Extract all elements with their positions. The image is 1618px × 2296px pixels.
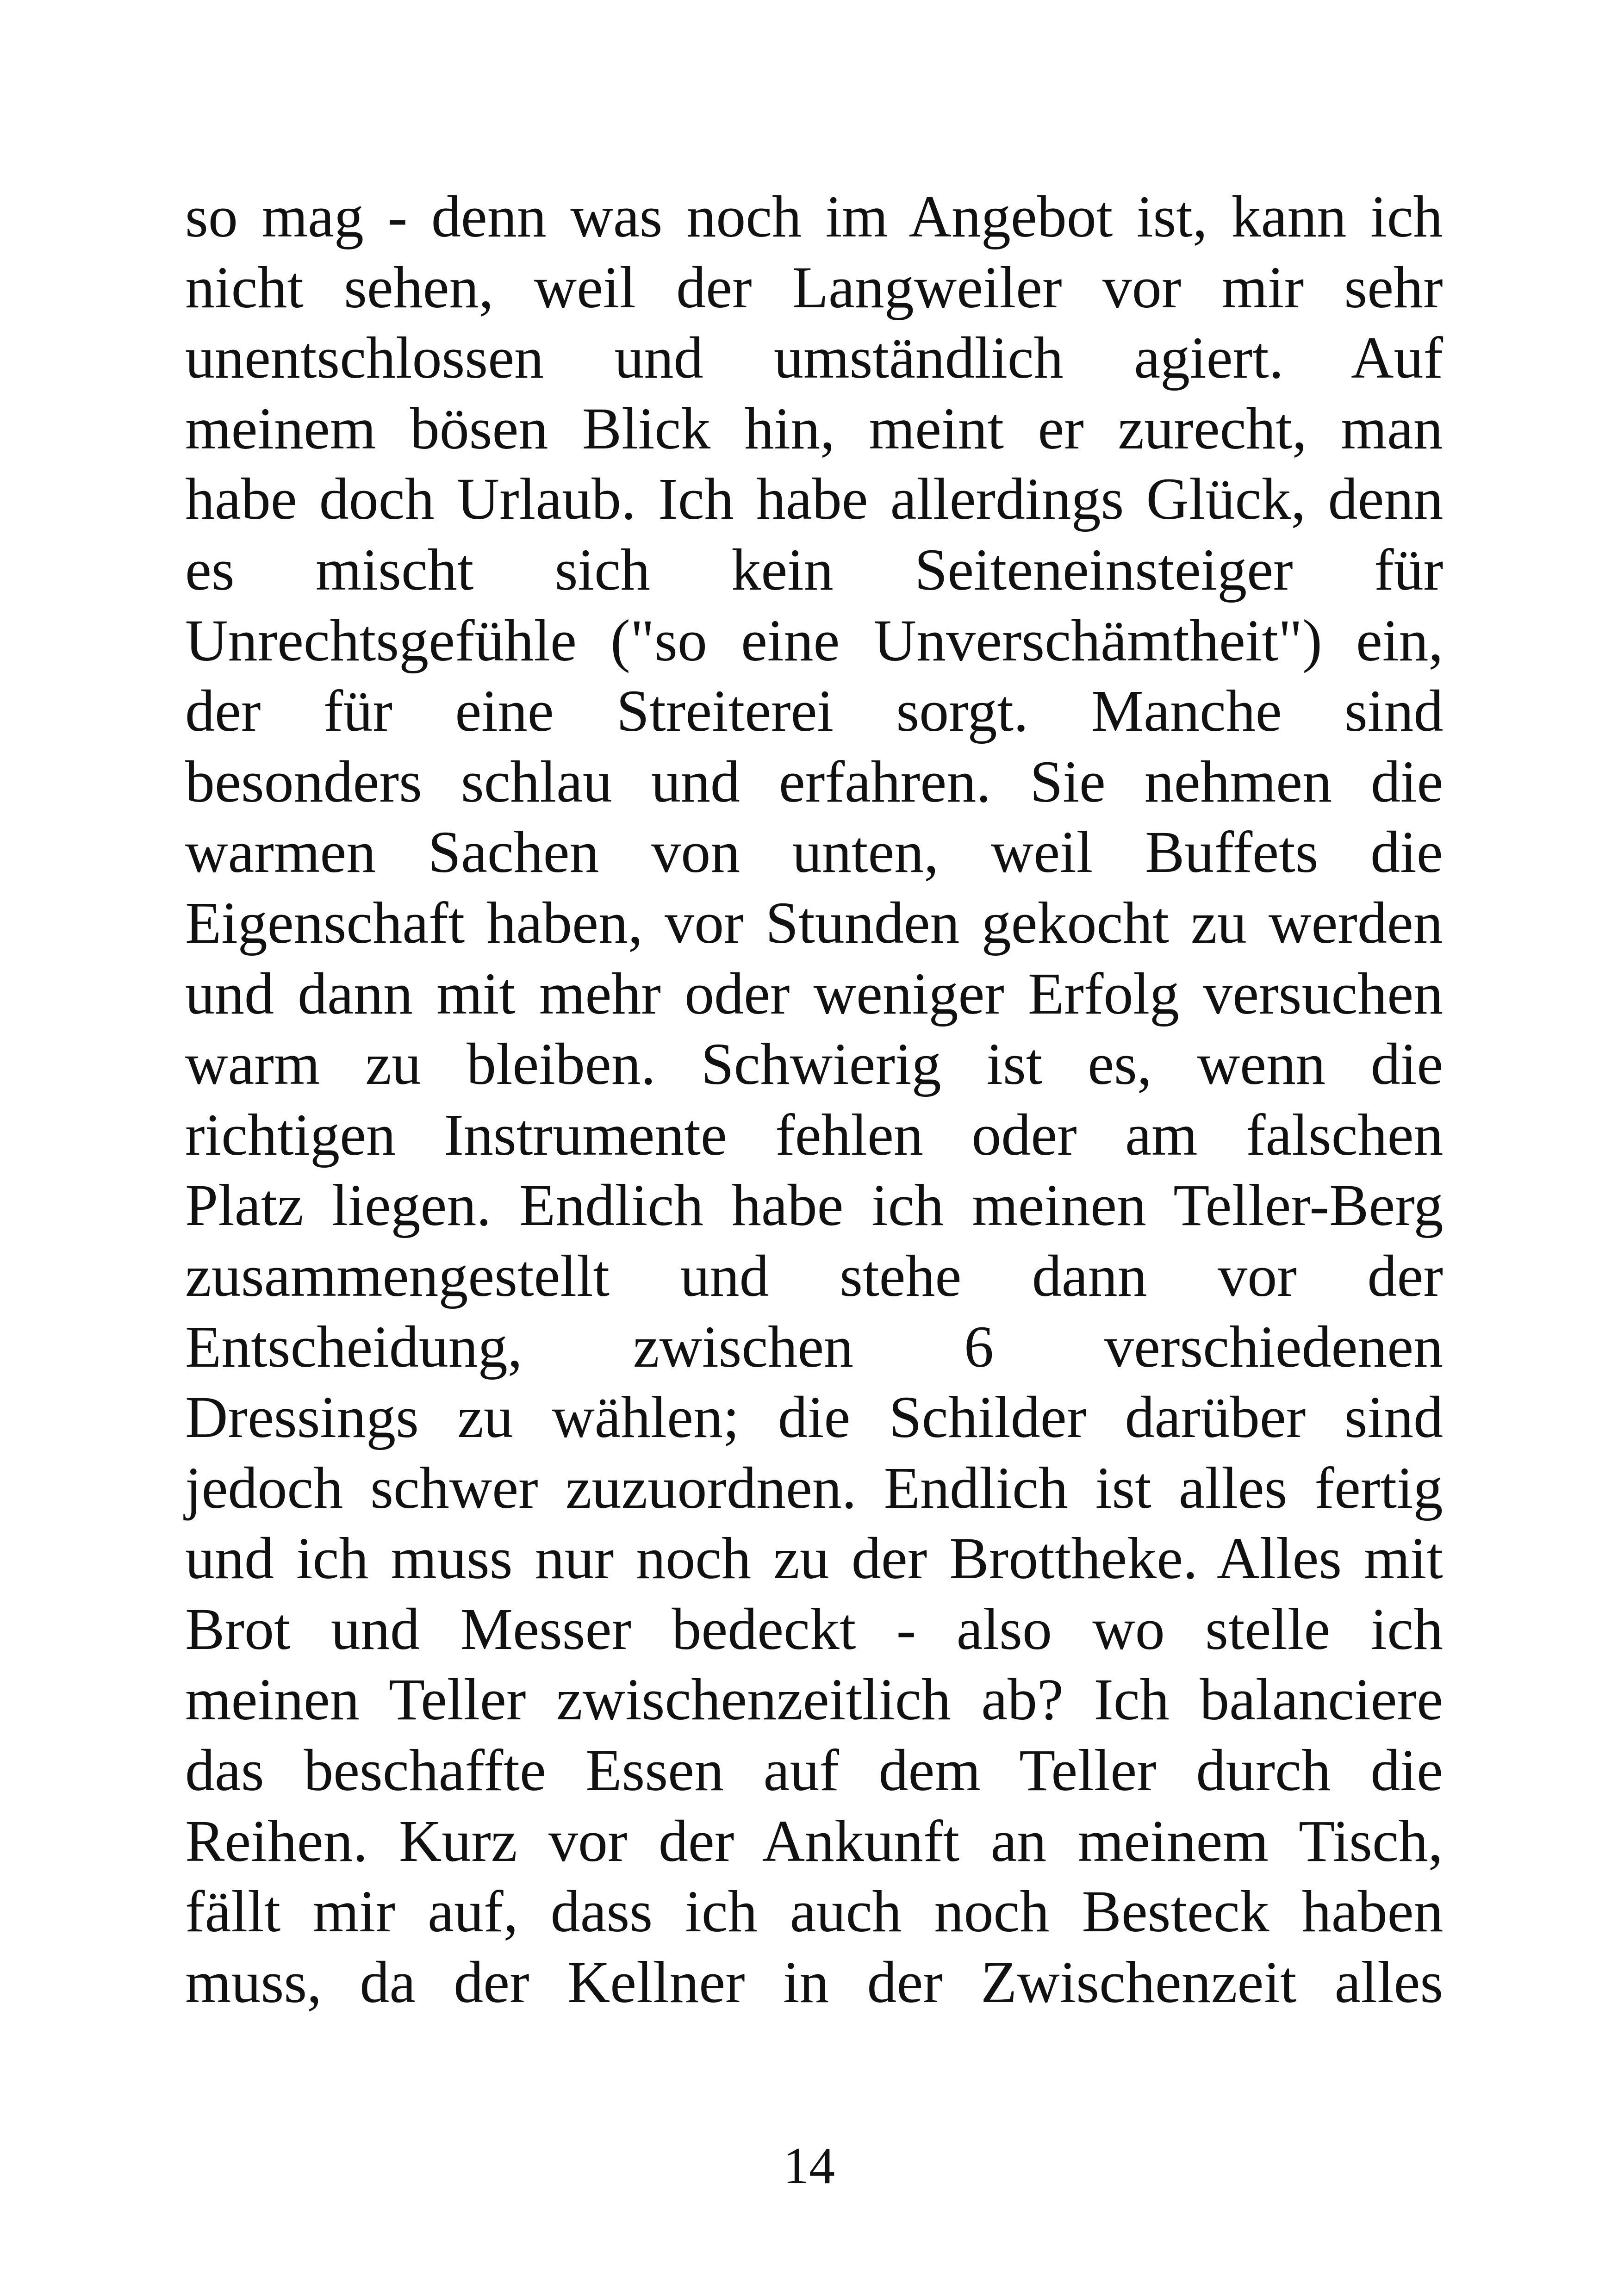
text-line: warm zu bleiben. Schwierig ist es, wenn die (185, 1031, 1444, 1097)
text-line: meinem bösen Blick hin, meint er zurecht, man (185, 395, 1443, 461)
text-line: fällt mir auf, dass ich auch noch Besteck haben (185, 1879, 1444, 1945)
text-line: unentschlossen und umständlich agiert. Auf (185, 325, 1444, 391)
text-line: richtigen Instrumente fehlen oder am falschen (185, 1101, 1444, 1168)
text-line: es mischt sich kein Seiteneinsteiger für (185, 536, 1444, 603)
text-line: Dressings zu wählen; die Schilder darüber sind (185, 1384, 1444, 1450)
text-line: Platz liegen. Endlich habe ich meinen Teller-Berg (185, 1172, 1444, 1238)
text-line: und ich muss nur noch zu der Brottheke. Alles mit (185, 1525, 1443, 1592)
text-line: zusammengestellt und stehe dann vor der (185, 1243, 1443, 1309)
text-line: besonders schlau und erfahren. Sie nehmen die (185, 748, 1444, 815)
body-text (185, 181, 1443, 2017)
text-line: so mag - denn was noch im Angebot ist, kann ich (185, 184, 1443, 249)
text-line: das beschaffte Essen auf dem Teller durch die (185, 1737, 1443, 1804)
text-line: nicht sehen, weil der Langweiler vor mir sehr (185, 254, 1443, 320)
text-line: warmen Sachen von unten, weil Buffets die (185, 819, 1443, 885)
text-line: Eigenschaft haben, vor Stunden gekocht zu werden (185, 890, 1443, 956)
text-line: Reihen. Kurz vor der Ankunft an meinem Tisch, (185, 1808, 1443, 1874)
text-line: Brot und Messer bedeckt - also wo stelle ich (185, 1596, 1443, 1662)
text-line: habe doch Urlaub. Ich habe allerdings Glück, denn (185, 466, 1444, 532)
text-line: Entscheidung, zwischen 6 verschiedenen (185, 1313, 1444, 1380)
text-line: und dann mit mehr oder weniger Erfolg versuchen (185, 960, 1444, 1027)
text-line: der für eine Streiterei sorgt. Manche sind (185, 678, 1444, 744)
text-line: muss, da der Kellner in der Zwischenzeit alles (185, 1949, 1444, 2015)
text-line: meinen Teller zwischenzeitlich ab? Ich balanciere (185, 1667, 1443, 1733)
text-line: Unrechtsgefühle ("so eine Unverschämtheit") ein, (185, 607, 1444, 673)
text-line: jedoch schwer zuzuordnen. Endlich ist alles fertig (185, 1455, 1443, 1521)
page-number: 14 (783, 2137, 835, 2195)
